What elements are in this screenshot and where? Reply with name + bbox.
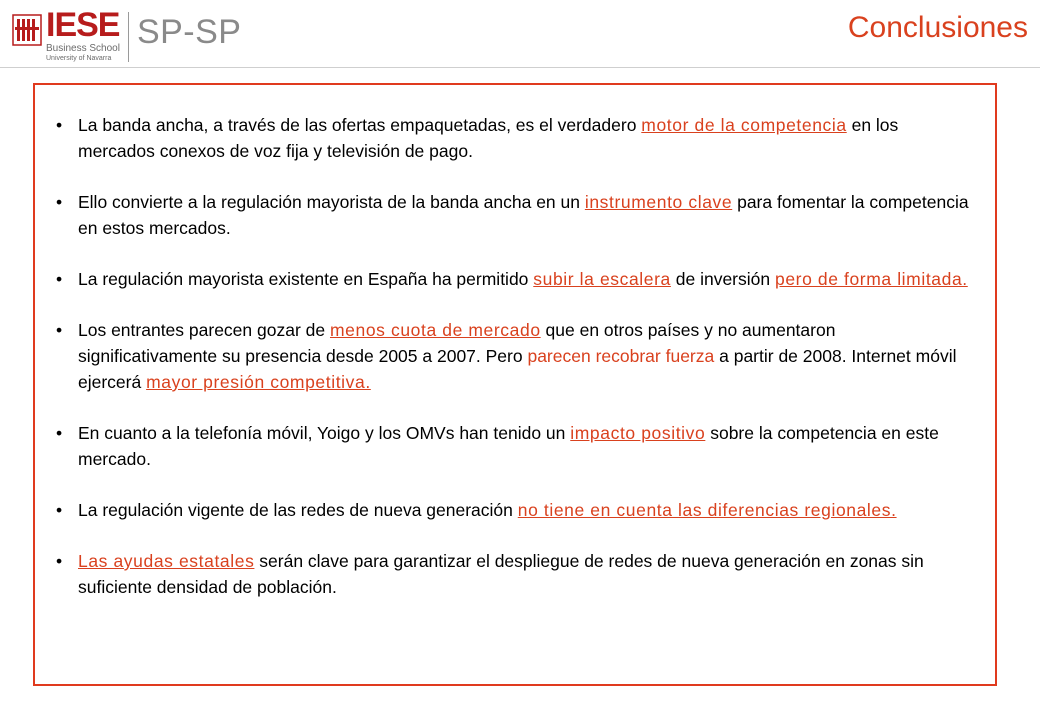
bullet-link[interactable]: impacto positivo [570,423,706,443]
bullet-icon: • [56,500,63,520]
bullet-link[interactable]: no tiene en cuenta las diferencias regionales. [517,500,897,520]
iese-logo [12,8,241,66]
bullet-text: a partir de 2008. Internet móvil ejercerá [78,346,957,392]
bullet-item-7 [44,548,974,600]
bullet-text: para fomentar la competencia en estos mercados. [78,192,969,238]
bullet-item-6 [44,497,974,523]
bullet-text: sobre la competencia en este mercado. [78,423,939,469]
program-name: SP-SP [136,13,242,51]
bullet-item-3 [44,266,974,292]
bullet-link[interactable]: Las ayudas estatales [78,551,255,571]
brand-university: University of Navarra [46,55,112,62]
brand-name: IESE [46,6,120,44]
bullet-icon: • [56,320,63,340]
bullet-text: que en otros países y no aumentaron significativamente su presencia desde 2005 a 2007. Pero [78,320,836,366]
bullet-text: de inversión [670,269,775,289]
page-title: Conclusiones [847,11,1028,44]
bullet-item-2 [44,189,974,241]
conclusions-list [44,112,974,625]
bullet-icon: • [56,192,63,212]
bullet-link[interactable]: menos cuota de mercado [329,320,541,340]
bullet-text: en los mercados conexos de voz fija y televisión de pago. [78,115,899,161]
bullet-icon: • [56,115,63,135]
bullet-item-4 [44,317,974,395]
brand-block [46,8,120,63]
bullet-text: La regulación mayorista existente en España ha permitido [78,269,534,289]
bullet-text: serán clave para garantizar el despliegue de redes de nueva generación en zonas sin suficiente densidad de población. [78,551,924,597]
bullet-text: Ello convierte a la regulación mayorista de la banda ancha en un [78,192,585,212]
bullet-text: En cuanto a la telefonía móvil, Yoigo y los OMVs han tenido un [78,423,571,443]
bullet-link[interactable]: subir la escalera [533,269,671,289]
bullet-icon: • [56,269,63,289]
bullet-text: La banda ancha, a través de las ofertas empaquetadas, es el verdadero [78,115,642,135]
brand-school: Business School [46,43,120,54]
bullet-text: La regulación vigente de las redes de nueva generación [78,500,518,520]
bullet-link[interactable]: pero de forma limitada. [774,269,968,289]
bullet-link[interactable]: motor de la competencia [641,115,847,135]
bullet-icon: • [56,551,63,571]
bullet-link[interactable]: mayor presión competitiva. [146,372,371,392]
bullet-item-5 [44,420,974,472]
bullet-item-1 [44,112,974,164]
bullet-link[interactable]: instrumento clave [584,192,733,212]
bullet-icon: • [56,423,63,443]
bullet-highlight: parecen recobrar fuerza [527,346,715,366]
iese-crest-icon [12,14,42,46]
bullet-text: Los entrantes parecen gozar de [78,320,330,340]
header-divider [0,67,1040,68]
brand-divider [128,12,129,62]
